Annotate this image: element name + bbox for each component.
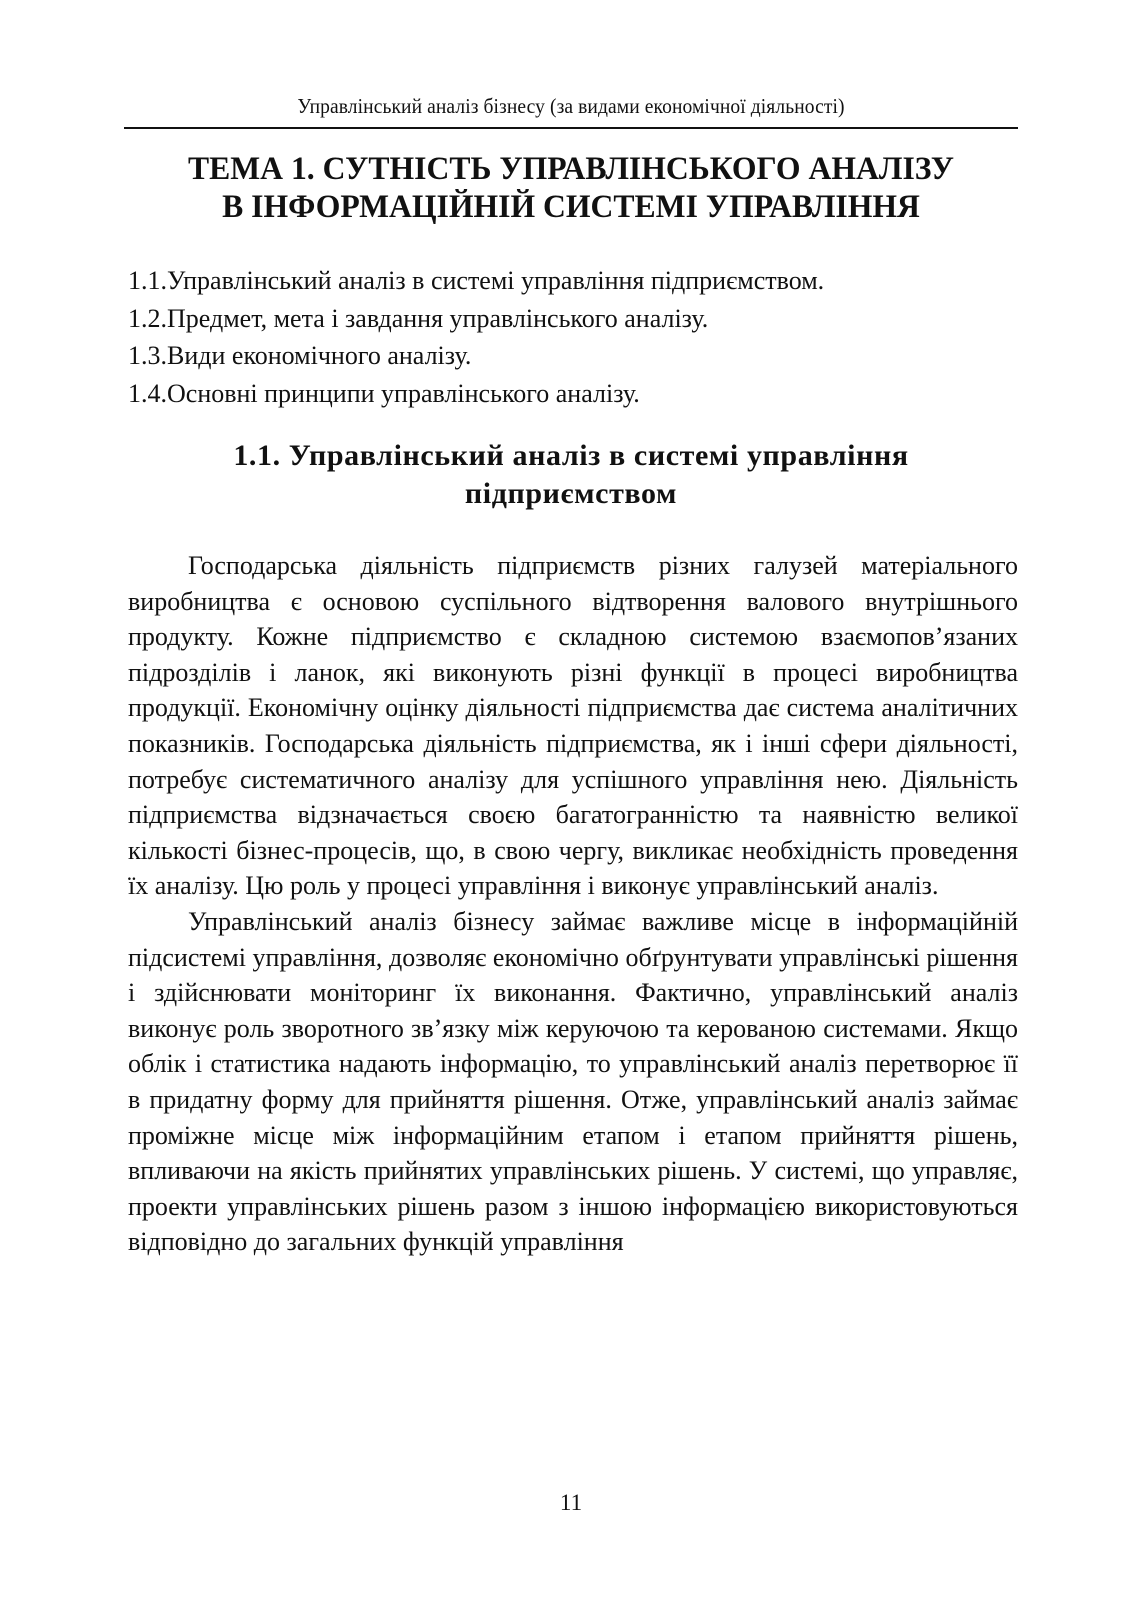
section-heading	[124, 437, 1018, 513]
section-heading-line-1: 1.1. Управлінський аналіз в системі управління	[233, 439, 909, 472]
chapter-title-line-1: ТЕМА 1. СУТНІСТЬ УПРАВЛІНСЬКОГО АНАЛІЗУ	[188, 151, 954, 187]
header-divider	[124, 127, 1018, 129]
outline-item: 1.1.Управлінський аналіз в системі управління підприємством.	[128, 266, 825, 295]
running-header: Управлінський аналіз бізнесу (за видами економічної діяльності)	[297, 94, 845, 118]
body-text	[128, 548, 1018, 1260]
section-heading-line-2: підприємством	[464, 477, 678, 510]
outline-item: 1.2.Предмет, мета і завдання управлінського аналізу.	[128, 303, 709, 333]
chapter-title-line-2: В ІНФОРМАЦІЙНІЙ СИСТЕМІ УПРАВЛІННЯ	[222, 189, 920, 225]
page-number: 11	[559, 1490, 583, 1515]
chapter-title	[142, 150, 1000, 226]
outline-item: 1.4.Основні принципи управлінського аналізу.	[128, 378, 640, 408]
outline-item: 1.3.Види економічного аналізу.	[128, 341, 472, 370]
paragraph: Управлінський аналіз бізнесу займає важливе місце в інформаційній підсистемі управління, дозволяє економічно обґрунтувати управлінські рішення і здійснювати моніторинг їх виконання. Фактично, управлінський аналіз виконує роль зворотного зв’язку між керуючою та керованою системами. Якщо облік і статистика надають інформацію, то управлінський аналіз перетворює її в придатну форму для прийняття рішення. Отже, управлінський аналіз займає проміжне місце між інформаційним етапом і етапом прийняття рішень, впливаючи на якість прийнятих управлінських рішень. У системі, що управляє, проекти управлінських рішень разом з іншою інформацією використовуються відповідно до загальних функцій управління	[128, 906, 1018, 1257]
topic-outline	[128, 262, 1018, 412]
paragraph: Господарська діяльність підприємств різних галузей матеріального виробництва є основою суспільного відтворення валового внутрішнього продукту. Кожне підприємство є складною системою взаємопов’язаних підрозділів і ланок, які виконують різні функції в процесі виробництва продукції. Економічну оцінку діяльності підприємства дає система аналітичних показників. Господарська діяльність підприємства, як і інші сфери діяльності, потребує систематичного аналізу для успішного управління нею. Діяльність підприємства відзначається своєю багатогранністю та наявністю великої кількості бізнес-процесів, що, в свою чергу, викликає необхідність проведення їх аналізу. Цю роль у процесі управління і виконує управлінський аналіз.	[128, 551, 1018, 901]
